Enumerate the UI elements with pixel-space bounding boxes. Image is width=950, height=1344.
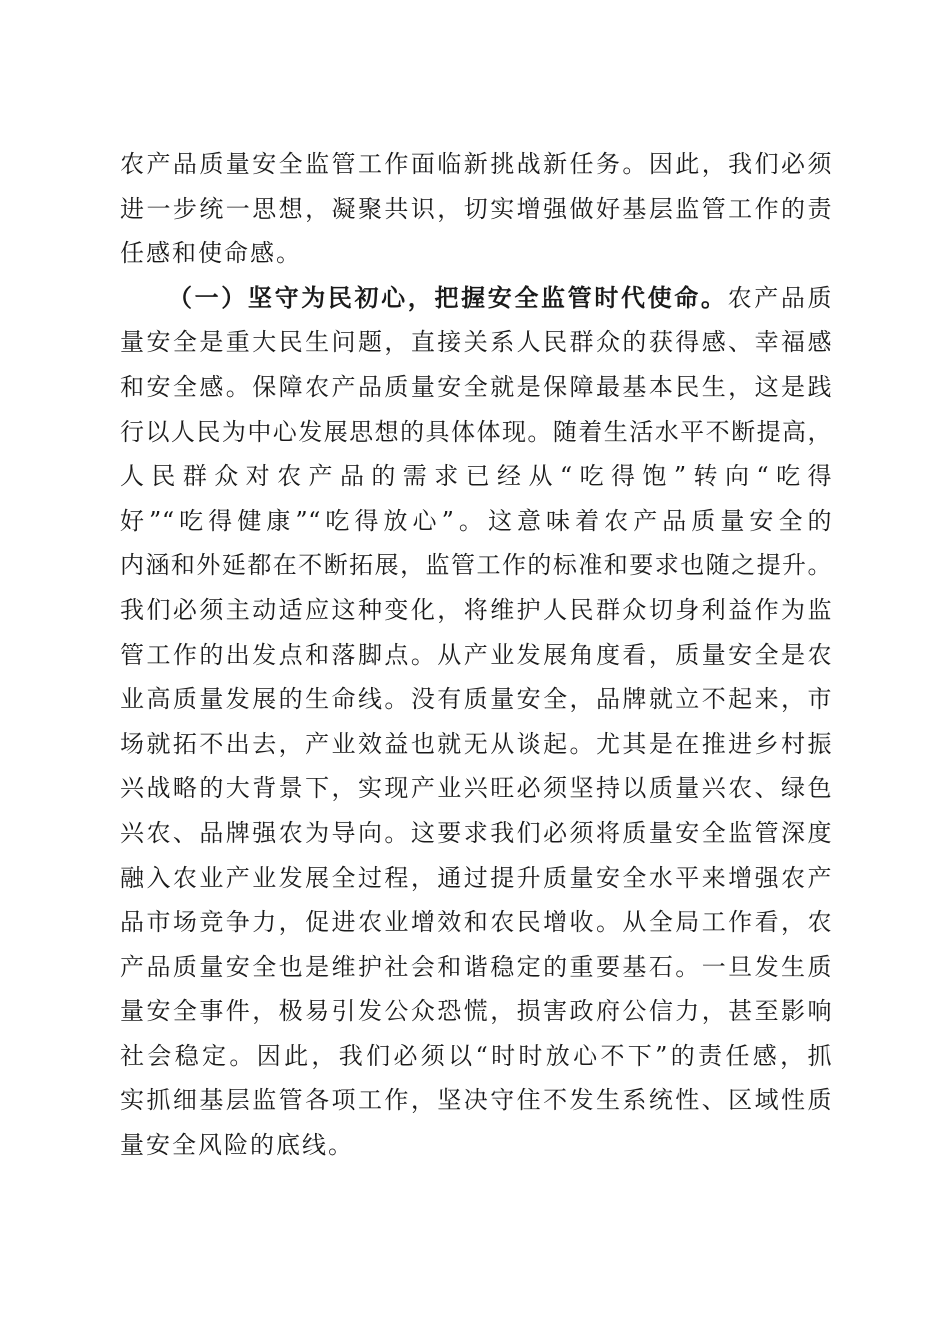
paragraph-line: 产品质量安全也是维护社会和谐稳定的重要基石。一旦发生质 xyxy=(120,952,832,981)
intro-line: 进一步统一思想，凝聚共识，切实增强做好基层监管工作的责 xyxy=(120,194,832,223)
paragraph-line: 社会稳定。因此，我们必须以“时时放心不下”的责任感，抓 xyxy=(120,1041,832,1070)
paragraph-line: 我们必须主动适应这种变化，将维护人民群众切身利益作为监 xyxy=(120,595,832,624)
intro-line: 农产品质量安全监管工作面临新挑战新任务。因此，我们必须 xyxy=(120,150,832,178)
paragraph-line: 内涵和外延都在不断拓展，监管工作的标准和要求也随之提升。 xyxy=(120,551,832,580)
paragraph-line: 人民群众对农产品的需求已经从“吃得饱”转向“吃得 xyxy=(120,462,832,491)
section-heading: （一）坚守为民初心，把握安全监管时代使命。 xyxy=(168,282,728,312)
paragraph-line: 量安全是重大民生问题，直接关系人民群众的获得感、幸福感 xyxy=(120,328,832,357)
paragraph-line: 管工作的出发点和落脚点。从产业发展角度看，质量安全是农 xyxy=(120,640,832,669)
paragraph-line: 业高质量发展的生命线。没有质量安全，品牌就立不起来，市 xyxy=(120,685,832,714)
paragraph-line: 实抓细基层监管各项工作，坚决守住不发生系统性、区域性质 xyxy=(120,1086,832,1115)
intro-line: 任感和使命感。 xyxy=(120,239,302,268)
paragraph-line: 场就拓不出去，产业效益也就无从谈起。尤其是在推进乡村振 xyxy=(120,729,832,758)
paragraph-line: 好”“吃得健康”“吃得放心”。这意味着农产品质量安全的 xyxy=(120,506,832,535)
paragraph-line: 行以人民为中心发展思想的具体体现。随着生活水平不断提高， xyxy=(120,417,832,446)
document-body xyxy=(120,142,832,1168)
section-heading-line xyxy=(120,276,832,321)
paragraph-line: 量安全事件，极易引发公众恐慌，损害政府公信力，甚至影响 xyxy=(120,997,832,1026)
section-heading-rest: 农产品质 xyxy=(727,283,832,312)
paragraph-line: 融入农业产业发展全过程，通过提升质量安全水平来增强农产 xyxy=(120,863,832,892)
paragraph-line: 量安全风险的底线。 xyxy=(120,1131,354,1160)
paragraph-line: 和安全感。保障农产品质量安全就是保障最基本民生，这是践 xyxy=(120,372,832,401)
paragraph-line: 品市场竞争力，促进农业增效和农民增收。从全局工作看，农 xyxy=(120,908,832,937)
paragraph-line: 兴农、品牌强农为导向。这要求我们必须将质量安全监管深度 xyxy=(120,818,832,847)
paragraph-line: 兴战略的大背景下，实现产业兴旺必须坚持以质量兴农、绿色 xyxy=(120,774,832,803)
